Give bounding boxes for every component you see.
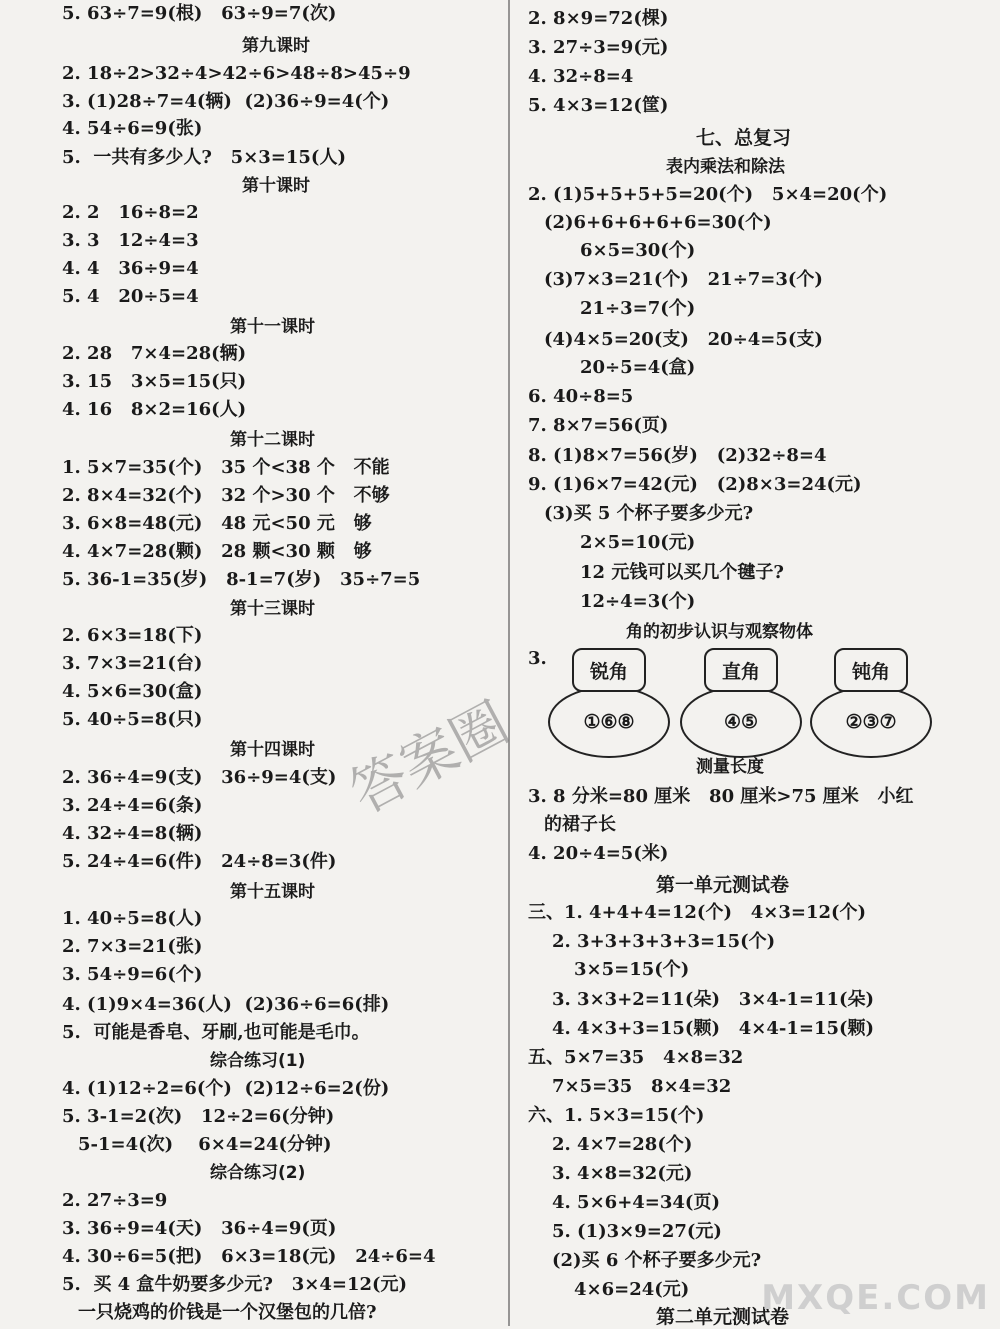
- section-heading: 第十二课时: [230, 430, 315, 450]
- answer-line: 五、5×7=35 4×8=32: [528, 1047, 744, 1068]
- answer-line: 6×5=30(个): [580, 240, 696, 261]
- answer-line: 4. 20÷4=5(米): [528, 843, 669, 864]
- answer-line: 5. (1)3×9=27(元): [552, 1221, 722, 1242]
- answer-line: 2. 28 7×4=28(辆): [62, 343, 247, 364]
- answer-line: 6. 40÷8=5: [528, 386, 634, 407]
- answer-line: 三、1. 4+4+4=12(个) 4×3=12(个): [528, 902, 867, 923]
- answer-line: 4. 4×3+3=15(颗) 4×4-1=15(颗): [552, 1018, 875, 1039]
- answer-line: 一只烧鸡的价钱是一个汉堡包的几倍?: [78, 1302, 377, 1323]
- answer-line: 5. 可能是香皂、牙刷,也可能是毛巾。: [62, 1022, 370, 1043]
- answer-line: 3. 36÷9=4(天) 36÷4=9(页): [62, 1218, 337, 1239]
- answer-line: 5. 一共有多少人? 5×3=15(人): [62, 147, 346, 168]
- obtuse-angle-label: 钝角: [834, 648, 908, 692]
- answer-line: 5. 买 4 盒牛奶要多少元? 3×4=12(元): [62, 1274, 408, 1295]
- answer-line: 2. 7×3=21(张): [62, 936, 203, 957]
- obtuse-angle-oval: [810, 686, 932, 758]
- answer-line: 3. 8 分米=80 厘米 80 厘米>75 厘米 小红: [528, 786, 914, 807]
- answer-line: 2. 27÷3=9: [62, 1190, 168, 1211]
- answer-line: 2. 2 16÷8=2: [62, 202, 199, 223]
- section-heading: 七、总复习: [696, 127, 792, 149]
- answer-line: 2. (1)5+5+5+5=20(个) 5×4=20(个): [528, 184, 888, 205]
- site-watermark: MXQE.COM: [761, 1278, 990, 1318]
- answer-line: 2. 4×7=28(个): [552, 1134, 693, 1155]
- answer-line: 5. 3-1=2(次) 12÷2=6(分钟): [62, 1106, 335, 1127]
- right-angle-oval: [680, 686, 802, 758]
- answer-line: 7×5=35 8×4=32: [552, 1076, 732, 1097]
- answer-line: (2)买 6 个杯子要多少元?: [552, 1250, 762, 1271]
- answer-line: (3)买 5 个杯子要多少元?: [544, 503, 754, 524]
- answer-line: 2. 6×3=18(下): [62, 625, 203, 646]
- answer-line: 3. (1)28÷7=4(辆) (2)36÷9=4(个): [62, 91, 390, 112]
- answer-line: 1. 5×7=35(个) 35 个<38 个 不能: [62, 457, 390, 478]
- answer-line: 3. 54÷9=6(个): [62, 964, 203, 985]
- answer-line: 4×6=24(元): [574, 1279, 690, 1300]
- answer-line: 1. 40÷5=8(人): [62, 908, 203, 929]
- answer-line: 2. 3+3+3+3+3=15(个): [552, 931, 776, 952]
- answer-line: 7. 8×7=56(页): [528, 415, 669, 436]
- answer-line: 六、1. 5×3=15(个): [528, 1105, 705, 1126]
- answer-line: 2. 36÷4=9(支) 36÷9=4(支): [62, 767, 337, 788]
- section-heading: 综合练习(2): [210, 1163, 306, 1183]
- answer-line: 4. 4 36÷9=4: [62, 258, 199, 279]
- section-heading: 测量长度: [696, 757, 764, 777]
- answer-line: (4)4×5=20(支) 20÷4=5(支): [544, 329, 823, 350]
- answer-line: 4. (1)12÷2=6(个) (2)12÷6=2(份): [62, 1078, 390, 1099]
- section-heading: 第二单元测试卷: [656, 1306, 790, 1328]
- answer-line: (2)6+6+6+6+6=30(个): [544, 212, 772, 233]
- section-heading: 第九课时: [242, 36, 310, 56]
- answer-line: 4. (1)9×4=36(人) (2)36÷6=6(排): [62, 994, 390, 1015]
- answer-line: 5-1=4(次) 6×4=24(分钟): [78, 1134, 332, 1155]
- section-heading: 第十课时: [242, 176, 310, 196]
- answer-line: 4. 5×6=30(盒): [62, 681, 203, 702]
- answer-line: 3. 3×3+2=11(朵) 3×4-1=11(朵): [552, 989, 875, 1010]
- answer-line: 3. 24÷4=6(条): [62, 795, 203, 816]
- answer-line: 3. 27÷3=9(元): [528, 37, 669, 58]
- column-divider: [508, 0, 510, 1326]
- right-angle-label: 直角: [704, 648, 778, 692]
- answer-line: 5. 40÷5=8(只): [62, 709, 203, 730]
- section-heading: 第十三课时: [230, 599, 315, 619]
- answer-line: 2. 8×4=32(个) 32 个>30 个 不够: [62, 485, 390, 506]
- angle-classification-figure: [548, 648, 928, 758]
- answer-line: 9. (1)6×7=42(元) (2)8×3=24(元): [528, 474, 862, 495]
- answer-line: 4. 16 8×2=16(人): [62, 399, 247, 420]
- answer-line: 20÷5=4(盒): [580, 357, 696, 378]
- answer-line: 3.: [528, 648, 547, 669]
- section-heading: 角的初步认识与观察物体: [626, 622, 813, 642]
- answer-line: 4. 30÷6=5(把) 6×3=18(元) 24÷6=4: [62, 1246, 436, 1267]
- answer-line: 3. 4×8=32(元): [552, 1163, 693, 1184]
- section-heading: 综合练习(1): [210, 1051, 306, 1071]
- answer-line: 12÷4=3(个): [580, 591, 696, 612]
- answer-line: 3. 15 3×5=15(只): [62, 371, 247, 392]
- answer-line: 8. (1)8×7=56(岁) (2)32÷8=4: [528, 445, 827, 466]
- answer-line: 12 元钱可以买几个毽子?: [580, 562, 784, 583]
- answer-line: 2. 8×9=72(棵): [528, 8, 669, 29]
- answer-line: 2. 18÷2>32÷4>42÷6>48÷8>45÷9: [62, 63, 411, 84]
- answer-line: 5. 4×3=12(筐): [528, 95, 669, 116]
- answer-line: 4. 32÷4=8(辆): [62, 823, 203, 844]
- section-heading: 第十五课时: [230, 882, 315, 902]
- obtuse-angle-answer: ②③⑦: [845, 711, 897, 733]
- answer-line: 的裙子长: [544, 814, 616, 835]
- handwritten-stamp: 答案圈: [340, 690, 520, 827]
- acute-angle-label: 锐角: [572, 648, 646, 692]
- section-heading: 第一单元测试卷: [656, 874, 790, 896]
- section-heading: 第十四课时: [230, 740, 315, 760]
- answer-line: (3)7×3=21(个) 21÷7=3(个): [544, 269, 823, 290]
- answer-line: 5. 63÷7=9(根) 63÷9=7(次): [62, 3, 337, 24]
- answer-line: 5. 36-1=35(岁) 8-1=7(岁) 35÷7=5: [62, 569, 421, 590]
- answer-line: 3×5=15(个): [574, 959, 690, 980]
- section-heading: 表内乘法和除法: [666, 157, 785, 177]
- acute-angle-answer: ①⑥⑧: [583, 711, 635, 733]
- section-heading: 第十一课时: [230, 317, 315, 337]
- answer-line: 3. 7×3=21(台): [62, 653, 203, 674]
- answer-line: 4. 54÷6=9(张): [62, 118, 203, 139]
- answer-line: 2×5=10(元): [580, 532, 696, 553]
- answer-line: 3. 6×8=48(元) 48 元<50 元 够: [62, 513, 372, 534]
- right-angle-answer: ④⑤: [723, 711, 759, 733]
- answer-line: 5. 4 20÷5=4: [62, 286, 199, 307]
- answer-line: 4. 32÷8=4: [528, 66, 634, 87]
- answer-line: 4. 5×6+4=34(页): [552, 1192, 720, 1213]
- answer-line: 5. 24÷4=6(件) 24÷8=3(件): [62, 851, 337, 872]
- answer-line: 4. 4×7=28(颗) 28 颗<30 颗 够: [62, 541, 372, 562]
- answer-line: 3. 3 12÷4=3: [62, 230, 199, 251]
- answer-line: 21÷3=7(个): [580, 298, 696, 319]
